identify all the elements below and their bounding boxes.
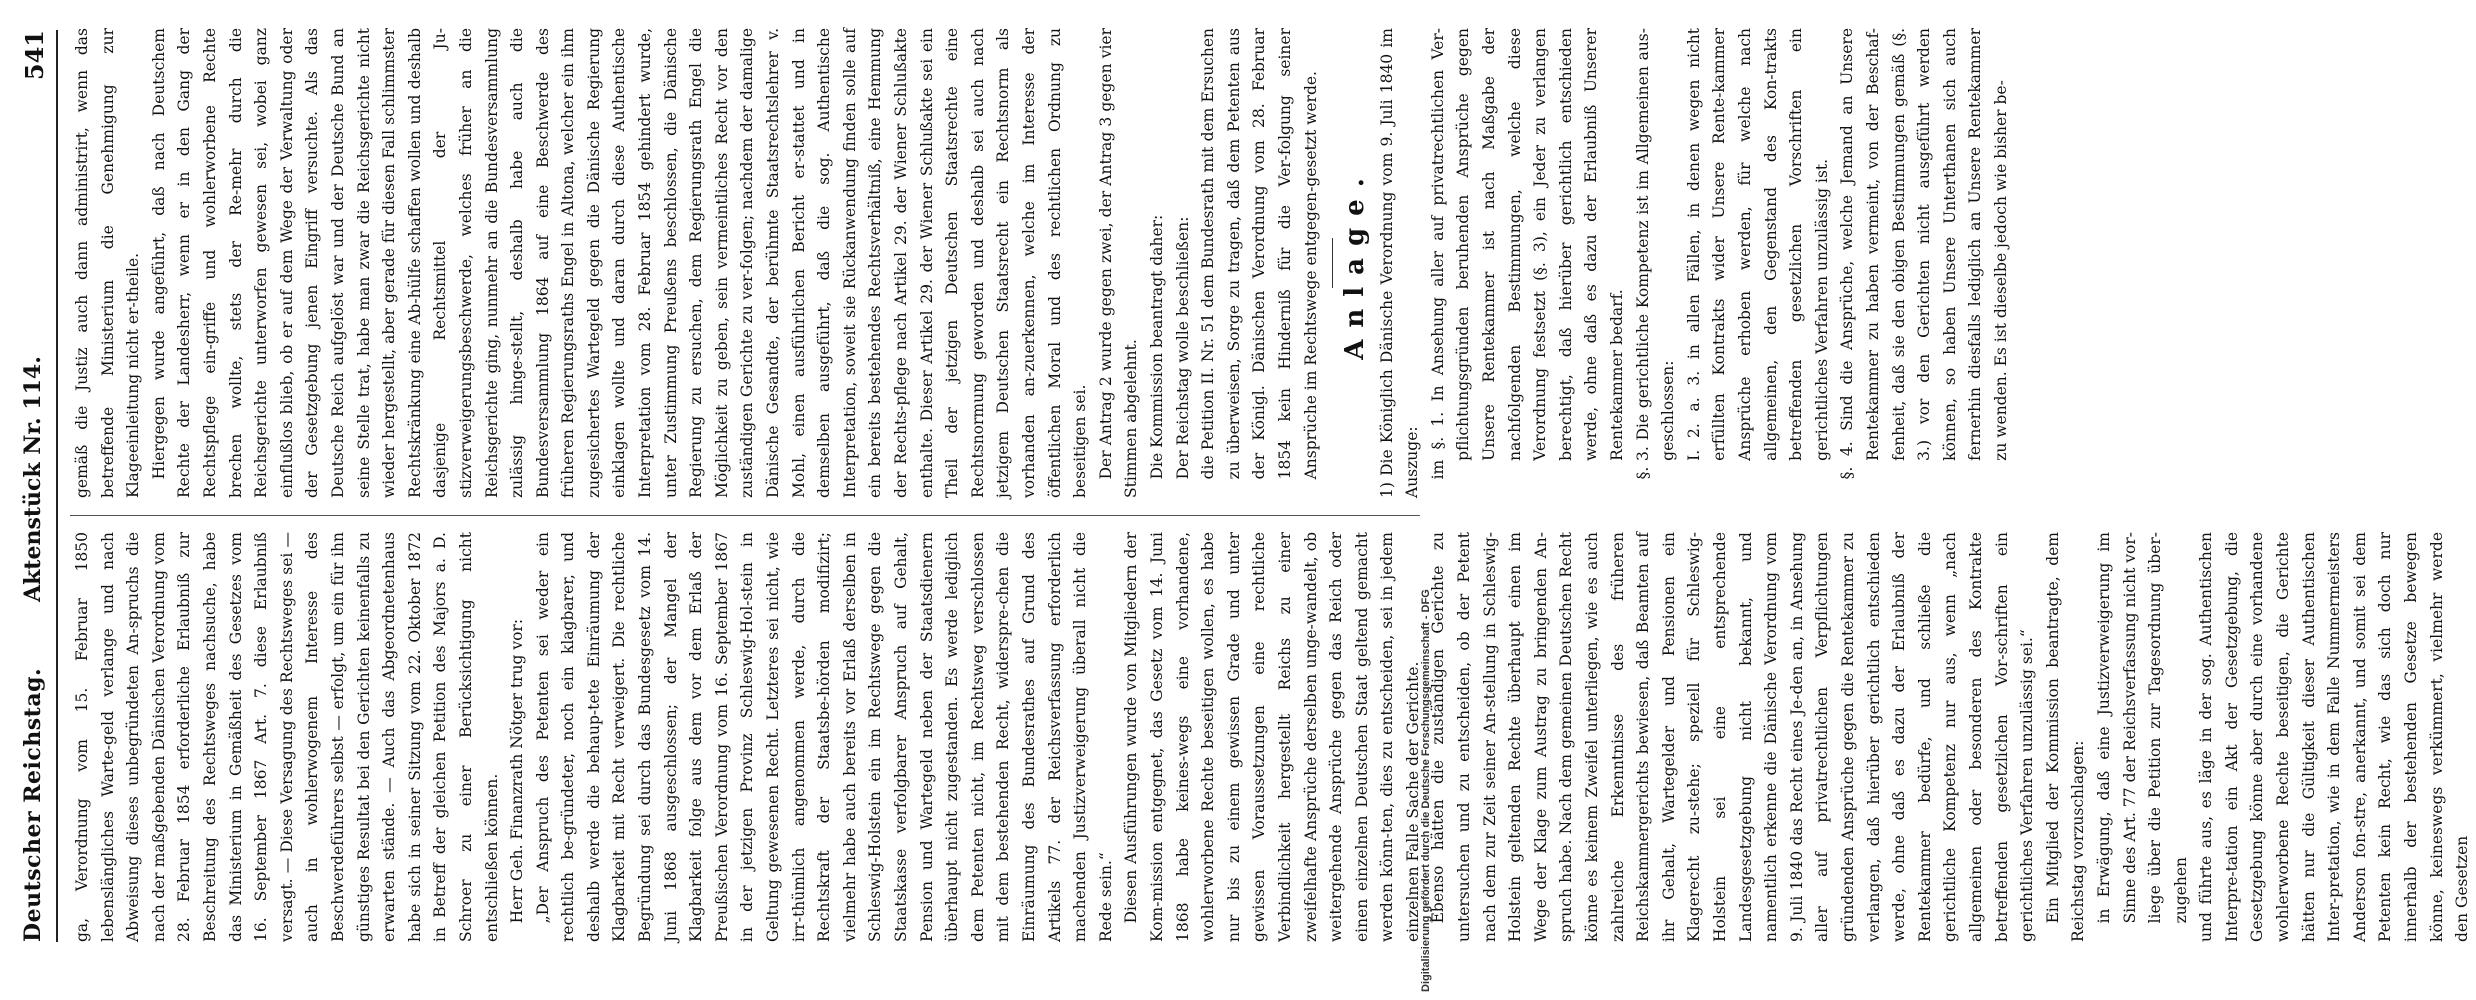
paragraph: Ebenso hätten die zuständigen Gerichte zu untersuchen und zu entscheiden, ob der Petent nach dem zur Zeit seiner An-stellung in Schleswig-Holstein geltenden Rechte überhaupt einen im Wege der Klage zum Austrag zu bringenden An-spruch habe. Nach dem gemeinen Deutschen Recht könne es keinem Zweifel unterliegen, wie es auch zahlreiche Erkenntnisse des früheren Reichskammergerichts bewiesen, daß Beamten auf ihr Gehalt, Wartegelder und Pensionen ein Klagerecht zu-stehe; speziell für Schleswig-Holstein sei eine entsprechende Landesgesetzgebung nicht bekannt, und namentlich erkenne die Dänische Verordnung vom 9. Juli 1840 das Recht eines Je-den an, in Ansehung aller auf privatrechtlichen Verpflichtungen gründenden Ansprüche gegen die Rentekammer zu verlangen, daß hierüber gerichtlich entschieden werde, ohne daß es dazu der Erlaubniß der Rentekammer bedürfe, und schließe die gerichtliche Kompetenz nur aus, wenn „nach allgemeinen oder besonderen des Kontrakte betreffenden gesetzlichen Vor-schriften ein gerichtliches Verfahren unzulässig sei.“ bbox=[1429, 532, 2037, 942]
appendix-item: §. 4. Sind die Ansprüche, welche Jemand an Unsere Rentekammer zu haben vermeint, von der Beschaf-fenheit, daß sie den obigen Bestimmungen gemäß (§. 3.) vor den Gerichten nicht ausgeführt werden können, so haben Unsere Unterthanen sich auch fernerhin diesfalls lediglich an Unsere Rentekammer zu wenden. Es ist dieselbe jedoch wie bisher be- bbox=[1838, 28, 2010, 480]
column-divider bbox=[70, 515, 1420, 516]
paragraph: Der Reichstag wolle beschließen: bbox=[1173, 216, 1192, 480]
credit-text bbox=[1420, 12, 1434, 992]
paragraph: und führte aus, es läge in der sog. Authentischen Interpre-tation ein Akt der Gesetzgebung, die Gesetzgebung könne aber durch eine vorhandene wohlerworbene Rechte beseitigen, die Gerichte hätten nur die Gültigkeit dieser Authentischen Inter-pretation, wie in dem Falle Nummermeisters Anderson fon-stre, anerkannt, und somit sei dem Petenten kein Recht, wie das sich doch nur innerhalb der bestehenden Gesetze bewegen könne, keineswegs verkümmert, vielmehr werde den Gesetzen bbox=[2197, 532, 2472, 942]
credit-line: Digitalisierung gefördert durch die Deutsche Forschungsgemeinschaft - DFG bbox=[1420, 589, 1432, 992]
appendix-heading: Anlage. bbox=[1340, 166, 1371, 360]
header-rule bbox=[56, 30, 58, 942]
paragraph: Ein Mitglied der Kommission beantragte, dem Reichstag vorzuschlagen: bbox=[2043, 532, 2088, 942]
digitization-credit bbox=[1418, 12, 1434, 992]
left-column bbox=[70, 532, 2476, 942]
appendix-item: I. 2. a. 3. in allen Fällen, in denen wegen nicht erfüllten Kontrakts wider Unsere Rente-kammer Ansprüche erhoben werden, für welche nach allgemeinen, den Gegenstand des Kon-trakts betreffenden gesetzlichen Vorschriften ein gerichtliches Verfahren unzulässig ist. bbox=[1684, 28, 1831, 461]
proposal-text: in Erwägung, daß eine Justizverweigerung im Sinne des Art. 77 der Reichsverfassung nicht vor-liege über die Petition zur Tagesordnung über-zugehen bbox=[2094, 532, 2190, 924]
paragraph: Hiergegen wurde angeführt, daß nach Deutschem Rechte der Landesherr, wenn er in den Gang der Rechtspflege ein-griffe und wohlerworbene Rechte brechen wollte, stets der Re-mehr durch die Reichsgerichte unterworfen gewesen sei, wobei ganz einflußlos blieb, ob er auf dem Wege der Verwaltung oder der Gesetzgebung jenen Eingriff versuchte. Als das Deutsche Reich aufgelöst war und der Deutsche Bund an seine Stelle trat, habe man zwar die Reichsgerichte nicht wieder hergestellt, aber gerade für diesen Fall schlimmster Rechtskränkung eine Ab-hülfe schaffen wollen und deshalb dasjenige Rechtsmittel der Ju-stizverweigerungsbeschwerde, welches früher an die Reichsgerichte ging, nunmehr an die Bundesversammlung zulässig hinge-stellt, deshalb habe auch die Bundesversammlung 1864 auf eine Beschwerde des früheren Regierungsraths Engel in Altona, welcher ein ihm zugesichertes Wartegeld gegen die Dänische Regierung einklagen wollte und daran durch diese Authentische Interpretation vom 28. Februar 1854 gehindert wurde, unter Zustimmung Preußens beschlossen, die Dänische Regierung zu ersuchen, dem Regierungsrath Engel die Möglichkeit zu geben, sein vermeintliches Recht vor den zuständigen Gerichte zu ver-folgen; nachdem der damalige Dänische Gesandte, der berühmte Staatsrechtslehrer v. Mohl, einen ausführlichen Bericht er-stattet und in demselben ausgeführt, daß die sog. Authentische Interpretation, soweit sie Rückanwendung finden solle auf ein bereits bestehendes Rechtsverhältniß, eine Hemmung der Rechts-pflege nach Artikel 29. der Wiener Schlußakte enthalte. Dieser Artikel 29. der Wiener Schlußakte sei ein Theil der jetzigen Deutschen Staatsrechte eine Rechtsnormung geworden und deshalb sei auch nach jetzigem Deutschen Staatsrecht ein Rechtsnorm als vorhanden an-zuerkennen, welche im Interesse der öffentlichen Moral und des rechtlichen Ordnung zu beseitigen sei. bbox=[149, 28, 1090, 498]
paragraph: Die Kommission beantragt daher: bbox=[1147, 214, 1166, 480]
appendix-item: §. 3. Die gerichtliche Kompetenz ist im Allgemeinen aus-geschlossen: bbox=[1633, 28, 1678, 480]
paragraph: Herr Geh. Finanzrath Nötger trug vor: bbox=[508, 618, 527, 924]
header-left-title: Deutscher Reichstag. bbox=[20, 667, 46, 942]
paragraph: ga, Verordnung vom 15. Februar 1850 lebenslängliches Warte-geld verlange und nach Abweisung dieses unbegründeten An-spruchs die nach der maßgebenden Dänischen Verordnung vom 28. Februar 1854 erforderliche Erlaubniß zur Beschreitung des Rechtsweges nachsuche, habe das Ministerium in Gemäßheit des Gesetzes vom 16. September 1867 Art. 7. diese Erlaubniß versagt. — Diese Versagung des Rechtsweges sei — auch in wohlerwogenem Interesse des Beschwerdeführers selbst — erfolgt, um ein für ihn günstiges Resultat bei den Gerichten keinenfalls zu erwarten stände. — Auch das Abgeordnetenhaus habe sich in seiner Sitzung vom 22. Oktober 1872 in Betreff der gleichen Petition des Majors a. D. Schroer zu einer Berücksichtigung nicht entschließen können. bbox=[73, 532, 501, 942]
page-header bbox=[20, 30, 50, 942]
appendix-item: 1) Die Königlich Dänische Verordnung vom 9. Juli 1840 im Auszuge: bbox=[1377, 28, 1422, 498]
right-column bbox=[70, 28, 2015, 498]
appendix-item: im §. 1. In Ansehung aller auf privatrechtlichen Ver-pflichtungsgründen beruhenden Ansprüche gegen Unsere Rentekammer ist nach Maßgabe der nachfolgenden Bestimmungen, welche diese Verordnung festsetzt (§. 3), ein Jeder zu verlangen berechtigt, daß hierüber gerichtlich entschieden werde, ohne daß es dazu der Erlaubniß Unserer Rentekammer bedarf. bbox=[1428, 28, 1627, 480]
paragraph: „Der Anspruch des Petenten sei weder ein rechtlich be-gründeter, noch ein klagbarer, und deshalb werde die behaup-tete Einräumung der Klagbarkeit mit Recht verweigert. Die rechtliche Begründung sei durch das Bundesgesetz vom 14. Juni 1868 ausgeschlossen; der Mangel der Klagbarkeit folge aus dem vor dem Erlaß der Preußischen Verordnung vom 16. September 1867 in der jetzigen Provinz Schleswig-Hol-stein in Geltung gewesenen Recht. Letzteres sei nicht, wie irr-thümlich angenommen werde, durch die Rechtskraft der Staatsbe-hörden modifizirt; vielmehr habe auch bereits vor Erlaß derselben in Schleswig-Holstein ein im Rechtswege gegen die Staatskasse verfolgbarer Anspruch auf Gehalt, Pension und Wartegeld neben der Staatsdienern überhaupt nicht zugestanden. Es werde lediglich dem Petenten nicht, im Rechtsweg verschlossen mit dem bestehenden Recht, widerspre-chen die Einräumung des Bundesrathes auf Grund des Artikels 77. der Reichsverfassung erforderlich machenden Justizverweigerung überall nicht die Rede sein.“ bbox=[533, 532, 1115, 942]
motion-text: die Petition II. Nr. 51 dem Bundesrath mit dem Ersuchen zu überweisen, Sorge zu tragen, daß dem Petenten aus der Königl. Dänischen Verordnung vom 28. Februar 1854 kein Hinderniß für die Ver-folgung seiner Ansprüche im Rechtswege entgegen-gesetzt werde. bbox=[1199, 28, 1320, 480]
page-number: 541 bbox=[20, 30, 49, 81]
header-document-number: Aktenstück Nr. 114. bbox=[20, 356, 46, 602]
paragraph: Der Antrag 2 wurde gegen zwei, der Antrag 3 gegen vier Stimmen abgelehnt. bbox=[1096, 28, 1141, 498]
paragraph: gemäß die Justiz auch dann administrirt, wenn das betreffende Ministerium die Genehmigung zur Klageeinleitung nicht er-theile. bbox=[73, 28, 143, 498]
paragraph: Diesen Ausführungen wurde von Mitgliedern der Kom-mission entgegnet, das Gesetz vom 14. Juni 1868 habe keines-wegs eine vorhandene, wohlerworbene Rechte beseitigen wollen, es habe nur bis zu einem gewissen Grade und unter gewissen Voraussetzungen eine rechtliche Verbindlichkeit hergestellt Reichs zu einer zweifelhafte Ansprüche derselben unge-wandelt, ob weitergehende Ansprüche gegen das Reich oder einen einzelnen Deutschen Staat geltend gemacht werden könn-ten, dies zu entscheiden, sei in jedem einzelnen Falle Sache der Gerichte. bbox=[1122, 532, 1422, 942]
section-rule bbox=[1332, 238, 1333, 288]
